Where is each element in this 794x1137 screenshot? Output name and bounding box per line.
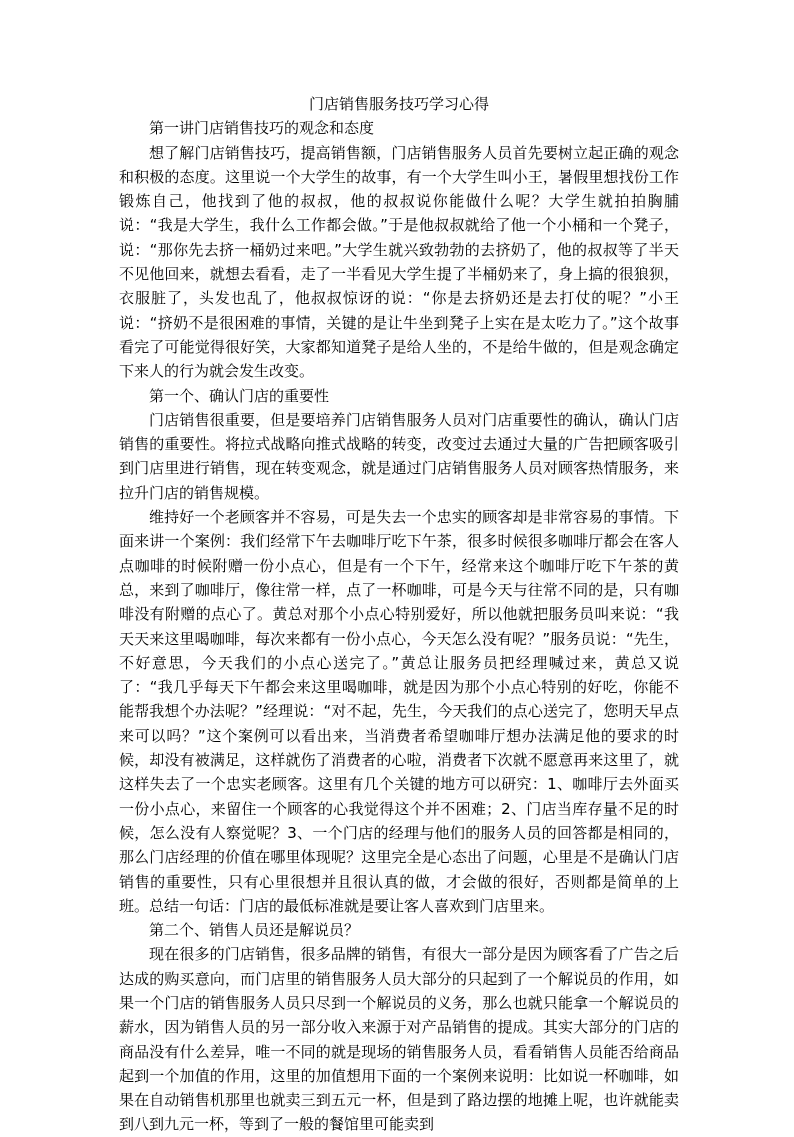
- document-title: 门店销售服务技巧学习心得: [308, 95, 489, 113]
- section1-paragraph-2: 维持好一个老顾客并不容易，可是失去一个忠实的顾客却是非常容易的事情。下面来讲一个案例：我们经常下午去咖啡厅吃下午茶，很多时候很多咖啡厅都会在客人点咖啡的时候附赠一份小点心，但是有一个下午，经常来这个咖啡厅吃下午茶的黄总，来到了咖啡厅，像往常一样，点了一杯咖啡，可是今天与往常不同的是，只有咖啡没有附赠的点心了。黄总对那个小点心特别爱好，所以他就把服务员叫来说：“我天天来这里喝咖啡，每次来都有一份小点心，今天怎么没有呢？”服务员说：“先生，不好意思，今天我们的小点心送完了。”黄总让服务员把经理喊过来，黄总又说了：“我几乎每天下午都会来这里喝咖啡，就是因为那个小点心特别的好吃，你能不能帮我想个办法呢？”经理说：“对不起，先生，今天我们的点心送完了，您明天早点来可以吗？”这个案例可以看出来，当消费者希望咖啡厅想办法满足他的要求的时候，却没有被满足，这样就伤了消费者的心啦，消费者下次就不愿意再来这里了，就这样失去了一个忠实老顾客。这里有几个关键的地方可以研究：1、咖啡厅去外面买一份小点心，来留住一个顾客的心我觉得这个并不困难；2、门店当库存量不足的时候，怎么没有人察觉呢？3、一个门店的经理与他们的服务人员的回答都是相同的，那么门店经理的价值在哪里体现呢？这里完全是心态出了问题，心里是不是确认门店销售的重要性，只有心里很想并且很认真的做，才会做的很好，否则都是简单的上班。总结一句话：门店的最低标准就是要让客人喜欢到门店里来。: [119, 508, 679, 915]
- document-body: [119, 92, 679, 1137]
- section2-paragraph-1: 现在很多的门店销售，很多品牌的销售，有很大一部分是因为顾客看了广告之后达成的购买意向，而门店里的销售服务人员大部分的只起到了一个解说员的作用，如果一个门店的销售服务人员只尽到一个解说员的义务，那么也就只能拿一个解说员的薪水，因为销售人员的另一部分收入来源于对产品销售的提成。其实大部分的门店的商品没有什么差异，唯一不同的就是现场的销售服务人员，看看销售人员能否给商品起到一个加值的作用，这里的加值想用下面的一个案例来说明：比如说一杯咖啡，如果在自动销售机那里也就卖三到五元一杯，但是到了路边摆的地摊上呢，也许就能卖到八到九元一杯，等到了一般的餐馆里可能卖到: [119, 945, 679, 1134]
- lecture-heading: 第一讲门店销售技巧的观念和态度: [149, 119, 375, 138]
- intro-paragraph: 想了解门店销售技巧，提高销售额，门店销售服务人员首先要树立起正确的观念和积极的态度。这里说一个大学生的故事，有一个大学生叫小王，暑假里想找份工作锻炼自己，他找到了他的叔叔，他的叔叔说你能做什么呢？大学生就拍拍胸脯说：“我是大学生，我什么工作都会做。”于是他叔叔就给了他一个小桶和一个凳子，说：“那你先去挤一桶奶过来吧。”大学生就兴致勃勃的去挤奶了，他的叔叔等了半天不见他回来，就想去看看，走了一半看见大学生提了半桶奶来了，身上搞的很狼狈，衣服脏了，头发也乱了，他叔叔惊讶的说：“你是去挤奶还是去打仗的呢？”小王说：“挤奶不是很困难的事情，关键的是让牛坐到凳子上实在是太吃力了。”这个故事看完了可能觉得很好笑，大家都知道凳子是给人坐的，不是给牛做的，但是观念确定下来人的行为就会发生改变。: [119, 143, 679, 381]
- section1-heading: 第一个、确认门店的重要性: [149, 386, 330, 405]
- section2-heading: 第二个、销售人员还是解说员？: [149, 921, 360, 940]
- section1-paragraph-1: 门店销售很重要，但是要培养门店销售服务人员对门店重要性的确认，确认门店销售的重要性。将拉式战略向推式战略的转变，改变过去通过大量的广告把顾客吸引到门店里进行销售，现在转变观念，就是通过门店销售服务人员对顾客热情服务，来拉升门店的销售规模。: [119, 410, 679, 502]
